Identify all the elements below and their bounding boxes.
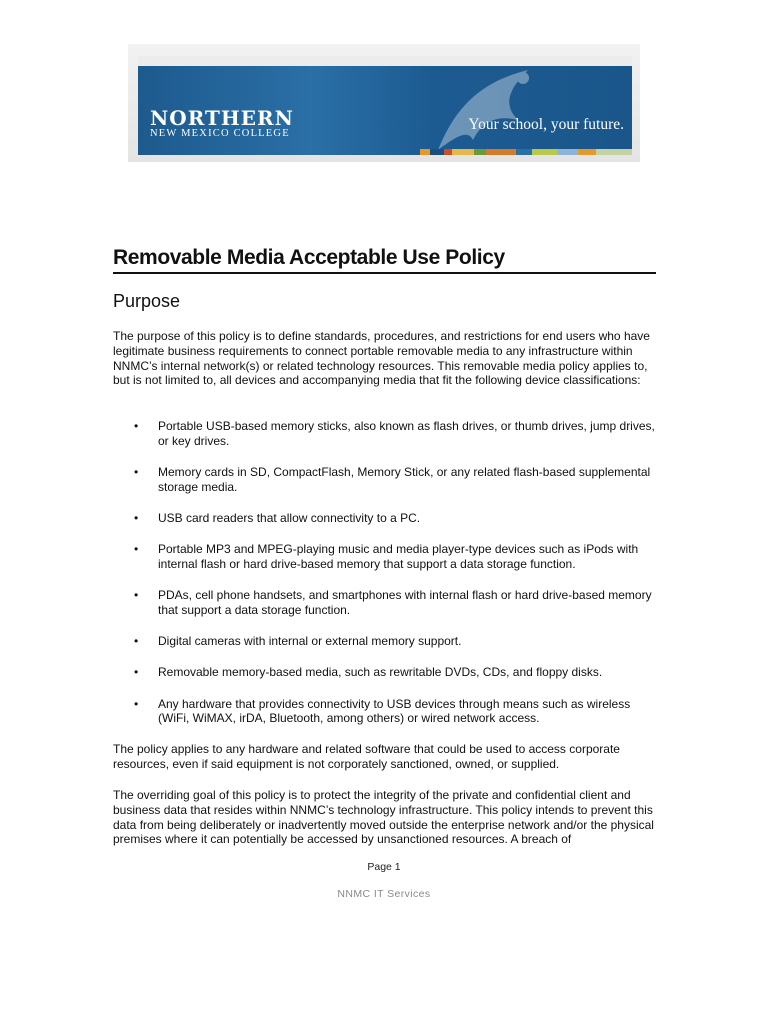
- scope-paragraph: The policy applies to any hardware and related software that could be used to access corporate resources, even if said equipment is not corporately sanctioned, owned, or supplied.: [113, 742, 620, 771]
- list-item-text: Portable MP3 and MPEG-playing music and media player-type devices such as iPods with internal flash or hard drive-based memory that support a data storage function.: [158, 542, 639, 571]
- list-item-text: Digital cameras with internal or external memory support.: [158, 634, 462, 649]
- page-number: Page 1: [367, 861, 401, 873]
- list-item: [113, 634, 659, 649]
- title-rule: [113, 272, 656, 274]
- list-item: [113, 588, 659, 618]
- bullet-icon: •: [134, 588, 139, 603]
- bullet-icon: •: [134, 665, 139, 680]
- bullet-icon: •: [134, 542, 139, 557]
- list-item-text: Memory cards in SD, CompactFlash, Memory Stick, or any related flash-based supplemental storage media.: [158, 464, 651, 494]
- stripe-segment: [596, 149, 632, 155]
- bullet-icon: •: [134, 510, 139, 525]
- footer-department: NNMC IT Services: [337, 888, 431, 900]
- college-name: NORTHERN: [150, 106, 294, 130]
- section-heading: Purpose: [113, 291, 181, 311]
- college-subname: NEW MEXICO COLLEGE: [150, 128, 290, 139]
- color-stripes: [420, 149, 632, 155]
- device-classification-list: [113, 419, 659, 742]
- list-item: [113, 465, 659, 495]
- list-item-text: Any hardware that provides connectivity to USB devices through means such as wireless (WiFi, WiMAX, irDA, Bluetooth, among others) or wired network access.: [158, 696, 631, 726]
- list-item-text: PDAs, cell phone handsets, and smartphones with internal flash or hard drive-based memory that support a data storage function.: [158, 588, 652, 617]
- stripe-segment: [558, 149, 578, 155]
- list-item: [113, 697, 659, 727]
- college-banner: [138, 66, 632, 155]
- stripe-segment: [430, 149, 444, 155]
- bullet-icon: •: [134, 696, 139, 711]
- intro-paragraph: The purpose of this policy is to define standards, procedures, and restrictions for end users who have legitimate business requirements to connect portable removable media to any infrastructure within NNMC’s internal network(s) or related technology resources. This removable media policy applies to, but is not limited to, all devices and accompanying media that fit the following device classifications:: [113, 329, 650, 388]
- banner-top-strip: [138, 56, 632, 66]
- stripe-segment: [578, 149, 596, 155]
- list-item-text: USB card readers that allow connectivity to a PC.: [158, 510, 421, 525]
- list-item: [113, 419, 659, 449]
- stripe-segment: [532, 149, 558, 155]
- list-item-text: Portable USB-based memory sticks, also known as flash drives, or thumb drives, jump drives, or key drives.: [158, 419, 655, 448]
- stripe-segment: [420, 149, 430, 155]
- list-item: [113, 665, 659, 680]
- stripe-segment: [474, 149, 486, 155]
- list-item: [113, 511, 659, 526]
- stripe-segment: [486, 149, 516, 155]
- goal-paragraph: The overriding goal of this policy is to protect the integrity of the private and confidential client and business data that resides within NNMC’s technology infrastructure. This policy intends to prevent this data from being deliberately or inadvertently moved outside the enterprise network and/or the physical premises where it can potentially be accessed by unsanctioned resources. A breach of: [113, 788, 654, 847]
- stripe-segment: [516, 149, 532, 155]
- document-title: Removable Media Acceptable Use Policy: [113, 246, 505, 269]
- stripe-segment: [452, 149, 474, 155]
- list-item: [113, 542, 659, 572]
- college-tagline: Your school, your future.: [468, 116, 624, 133]
- bird-emblem-icon: [428, 66, 558, 155]
- bullet-icon: •: [134, 464, 139, 479]
- bullet-icon: •: [134, 634, 139, 649]
- stripe-segment: [444, 149, 452, 155]
- list-item-text: Removable memory-based media, such as rewritable DVDs, CDs, and floppy disks.: [158, 665, 603, 680]
- bullet-icon: •: [134, 419, 139, 433]
